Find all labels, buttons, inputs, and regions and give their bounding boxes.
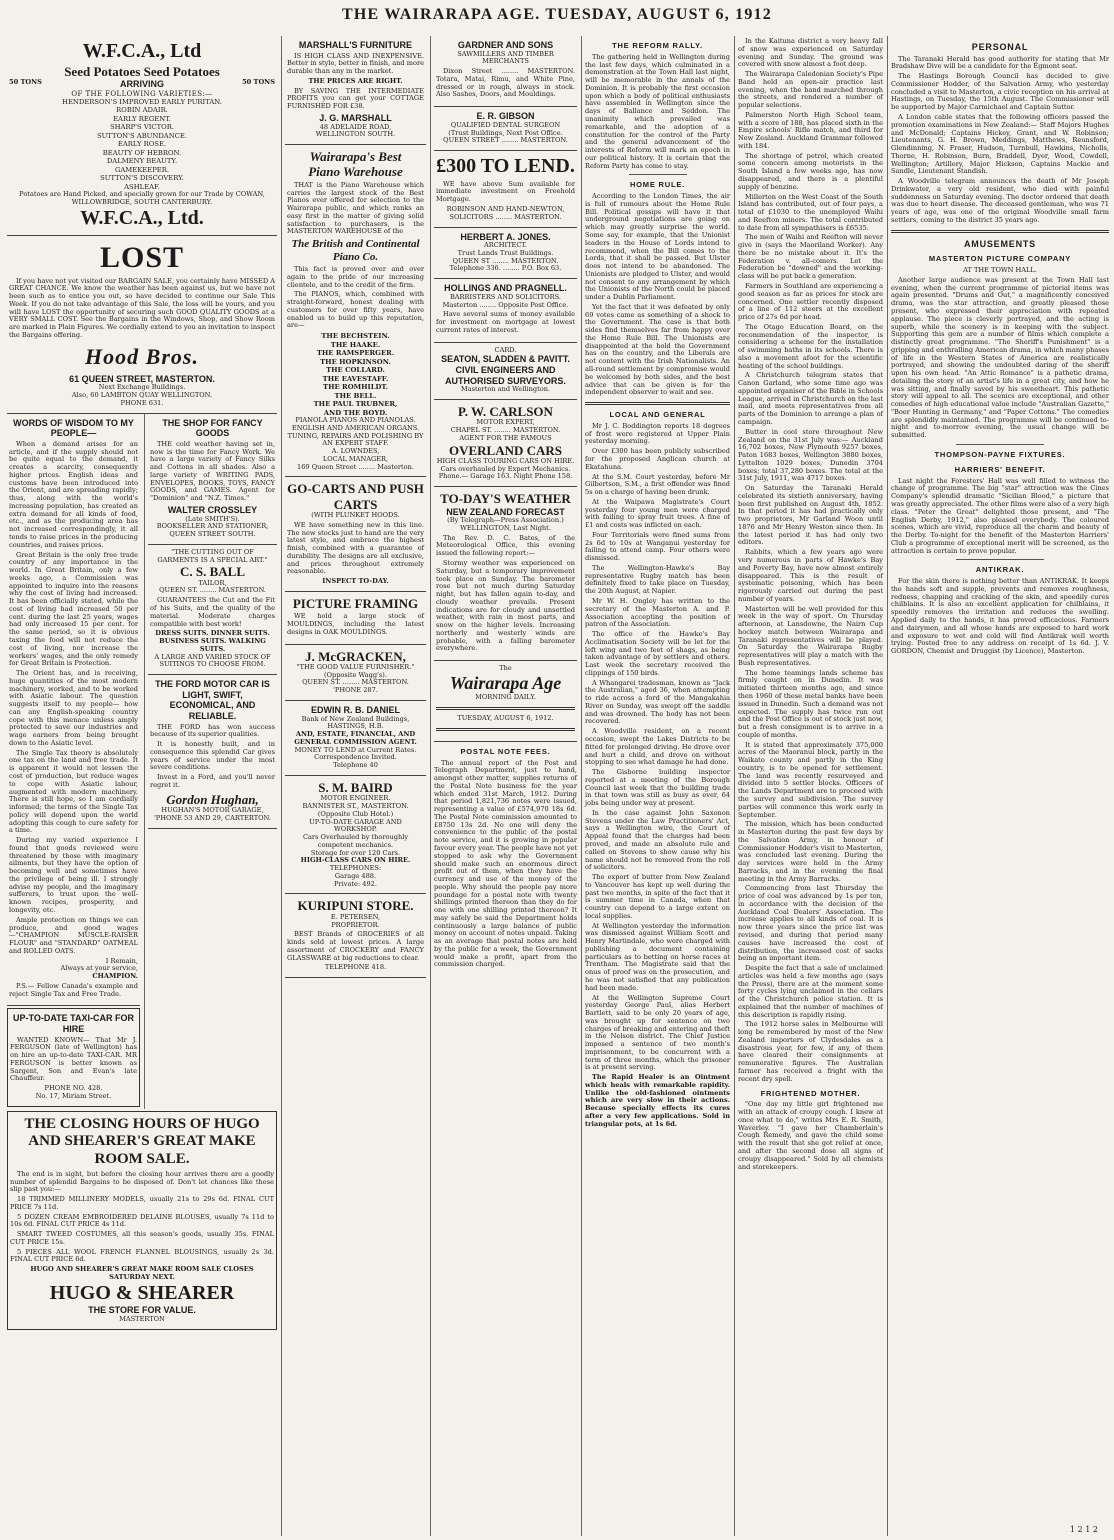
frightened-body: "One day my little girl frightened me with an attack of croupy cough. I knew at once what to do," writes Mrs E. R. Smith, Waverley. "I gave her Chamberlain's Cough Remedy, and gave the child some with the result that she got relief at once, and after the second dose all signs of croupy disappeared." Sold by all chemists and storekeepers. [738,1100,883,1171]
piano-brand: The British and Continental Piano Co. [291,238,420,264]
local-item: Palmerston North High School team, with a score of 188, has placed sixth in the Empire schools' Rifle match, and third for New Zealand. Auckland Grammar followed with 184. [738,110,883,150]
marshall-advert [285,36,426,145]
seaton-town: Masterton and Wellington. [460,385,551,394]
ford-garage: HUGHAN'S MOTOR GARAGE, [161,806,264,815]
list-item: ROBIN ADAIR. [116,106,168,115]
wfca-variety-list [9,98,275,191]
local-item: At the Waipawa Magistrate's Court yesterday four young men were charged with failing to spray fruit trees. A fine of £1 and costs was inflicted on each. [585,497,730,530]
piano-role: LOCAL MANAGER, [322,454,389,463]
hollings-sub: BARRISTERS AND SOLICITORS. [449,292,562,301]
list-item: ASHLEAF. [124,182,160,191]
list-item: AND THE BOYD. [323,408,388,417]
local-item: The 1912 horse sales in Melbourne will long be remembered by most of the New Zealand importers of Clydesdales as a disastrous year, for few, if any, of them have cleared their consignments at remunerative figures. The Australian farmer has received a fright with the recent dry spell. [738,1020,883,1083]
jones-bldg: Trust Lands Trust Buildings. [457,248,554,257]
closing-close: HUGO AND SHEARER'S GREAT MAKE ROOM SALE CLOSES SATURDAY NEXT. [30,1265,254,1282]
taxi-title: UP-TO-DATE TAXI-CAR FOR HIRE [12,1013,134,1035]
gocarts-title: GO-CARTS AND PUSH CARTS [287,481,424,512]
list-item: THE RAMSPERGER. [316,349,395,358]
piano-addr: 169 Queen Street ........ Masterton. [297,462,414,471]
rally-article [585,42,730,170]
list-item: EARLY REGENT. [113,114,171,123]
wisdom-sig1: I Remain, [105,956,138,965]
ford-title: THE FORD MOTOR CAR IS LIGHT, SWIFT, ECONOMICAL, AND RELIABLE. [155,679,270,721]
closing-title: THE CLOSING HOURS OF HUGO AND SHEARER'S GREAT MAKE ROOM SALE. [24,1115,260,1168]
column-4 [581,36,733,1536]
wfca-tons-right: 50 TONS [242,77,275,86]
divider [956,444,1043,445]
list-item: THE EAVESTAFF. [322,374,389,383]
local-item: A Whangarei tradesman, known as "Jack the Australian," aged 36, when attempting to ride across a ford of the Mangakahia River on Sunday, was swept off the saddle and was drowned. The body has not been recovered. [585,678,730,726]
kuripuni-owner: E. PETERSEN, [330,912,381,921]
hollings-addr: Masterton ........ Opposite Post Office. [442,300,569,309]
wisdom-p2: Great Britain is the only free trade country of any importance in the world. In Great Britain, only a few weeks ago, a Commission was appointed to inquire into the reasons why the cost of living had increased. It has been officially stated, while the cost of living had increased 50 per cent. during the last 25 years, wages had only increased 15 per cent. for the same period, so it is obvious taxing the food will not reduce the cost of living, nor increase the workers' wages, and the only remedy for Great Britain is Protection. [9,550,138,668]
closing-item: SMART TWEED COSTUMES, all this season's goods, usually 35s. FINAL CUT PRICE 15s. [10,1230,274,1246]
local-item: The Otago Education Board, on the recommendation of the inspector, is considering a scheme for the installation of swimming baths in its schools. There is also a movement afoot for the scientific heating of the school buildings. [738,322,883,370]
wfca-tons-row [9,79,275,90]
postal-article [434,748,577,970]
piano-player: PIANOLA PIANOS AND PIANOLAS. [295,416,416,425]
gibson-title: E. R. GIBSON [476,111,535,122]
ball-quote: "THE CUTTING OUT OF GARMENTS IS A SPECIAL ART." [157,547,268,564]
jones-title: HERBERT A. JONES. [460,231,551,242]
hollings-title: HOLLINGS AND PRAGNELL. [444,283,567,294]
column-1 [4,36,280,1536]
kuripuni-tel: TELEPHONE 418. [324,963,387,972]
hood-bros-phone: PHONE 631. [120,398,164,407]
hood-bros-logo: Hood Bros. [85,343,199,369]
gocarts-sub: (WITH PLUNKET HOODS. [311,511,400,520]
hood-bros-address: 61 QUEEN STREET, MASTERTON. [69,373,215,384]
thompson-title: THOMPSON-PAYNE FIXTURES. [934,449,1066,459]
divider [585,402,730,405]
local-item: Millerton on the West Coast of the South Island has contributed, out of four pays, a total of £1030 to the unemployed Waihi and Reefton miners. The total contributed to date from all sympathisers is £6535. [738,192,883,232]
local-item: A Woodville resident, on a recent occasion, swept the Lakes Districts to be fitted for prolonged driving. He drove over and hurt a child, and drove on without stopping to see what damage he had done. [585,727,730,767]
hugo-shearer-logo: HUGO & SHEARER [49,1281,235,1304]
wfca-tons-left: 50 TONS [9,77,42,86]
closing-advert [7,1111,277,1330]
list-item: EARLY ROSE. [117,140,167,149]
piano-tuning: TUNING, REPAIRS AND POLISHING BY AN EXPERT STAFF. [287,431,424,448]
list-item: DALMENY BEAUTY. [106,157,178,166]
personal-item: A Woodville telegram announces the death of Mr Joseph Drinkwater, a very old resident, who died with painful suddenness on Saturday evening. The doctor ordered that death was due to heart disease. The deceased gentleman, who was 71 years of age, was one of the original Woodville small farm settlers, coming to the district 35 years ago. [891,177,1109,224]
weather-dateline: WELLINGTON, Last Night. [460,523,551,532]
jones-advert [434,228,577,280]
weather-sub: NEW ZEALAND FORECAST [446,506,565,517]
nameplate-title: Wairarapa Age [449,672,562,693]
marshall-name: J. G. MARSHALL [319,112,392,123]
jones-addr: QUEEN ST ........ MASTERTON. [452,256,559,265]
list-item: THE BELL. [334,391,377,400]
daniel-tel: Telephone 40 [333,761,378,770]
column-6 [887,36,1112,1536]
ford-advert [148,675,277,828]
baird-storage: Storage for over 120 Cars. [310,848,401,857]
gocarts-body: WE have something new in this line. The new stocks just to hand are the very latest style, and embrace the highest finish, combined with a guarantee of durability. The designs are all exclusive, and prices throughout extremely reasonable. [287,520,424,576]
kuripuni-body: BEST Brands of GROCERIES of all kinds sold at lowest prices. A large assortment of CROCKERY and FANCY GLASSWARE at big reductions to clear. [287,930,424,962]
local-item: Butter in cool store throughout New Zealand on the 31st July was:— Auckland 16,702 boxes, New Plymouth 9257 boxes, Paton 1683 boxes, Wellington 3880 boxes, Lyttelton 1029 boxes, Dunedin 3704 boxes; total 37,280 boxes. The total at the 31st July, 1911, was 4717 boxes. [738,427,883,483]
local-item: It is stated that approximately 375,000 acres of the Maoranui block, partly in the Waikato county and partly in the King country, is to be opened for settlement. The land was recently resurveyed and divided into 5 settler blocks. Officers of the Lands Department are to proceed with the survey and subdivision. The survey parties will commence this work early in September. [738,740,883,819]
lend-firm: ROBINSON AND HAND-NEWTON, SOLICITORS ........ MASTERTON. [446,205,565,221]
mcgracken-phone: 'PHONE 287. [333,686,378,695]
shop-late: (Late SMITH'S). [185,514,240,523]
weather-by: (By Telegraph—Press Association.) [447,516,564,525]
daniel-agent: AND, ESTATE, FINANCIAL, AND GENERAL COMMISSION AGENT. [294,730,417,746]
framing-advert [285,592,426,645]
nameplate-rule [436,728,575,731]
marshall-town: WELLINGTON SOUTH. [315,130,396,139]
mcgracken-title: J. McGRACKEN, [305,648,406,664]
list-item: THE COLLARD. [326,366,385,375]
amusements-hall: AT THE TOWN HALL. [963,266,1037,275]
personal-item: A London cable states that the following officers passed the promotion examinations in New Zealand:— Staff Majors Hughes and McDonald; Captains Hickey, Grant, and W. Robinson; Lieutenants, G. H. Brown, Meddings, Matthews, Reunsford, Glendinning, N. Fraser, Hudson, Turnbull, Hawkins, Nicholls, Thorne, H. Robinson, Burn, Braddell, Dyer, Wood, Cowdell, Wellington; Artillery, Major Hickson, Captains Mackie and Sandle, Lieutenant Standish. [891,112,1109,176]
masthead: THE WAIRARAPA AGE. TUESDAY, AUGUST 6, 1912 [342,6,772,23]
postal-title: POSTAL NOTE FEES. [460,746,551,756]
seaton-advert [434,343,577,400]
column-3 [430,36,580,1536]
kuripuni-title: KURIPUNI STORE. [297,898,414,914]
carlson-agent: AGENT FOR THE FAMOUS [459,433,552,442]
piano-body: THAT is the Piano Warehouse which carries the largest stock of the Best Pianos ever offered for selection to the Wairarapa public, and which ranks an easy first in the matter of giving solid satisfaction to purchasers, is the MASTERTON WAREHOUSE of the [287,180,424,236]
shop-title: THE SHOP FOR FANCY GOODS [162,417,263,439]
antikrak-section [891,566,1109,656]
local-item: At the Wellington Supreme Court yesterday George Paul, alias Herbert Bartlett, said to be only 20 years of age, was brought up for sentence on two charges of breaking and entering and theft in the Nelson district. The Chief Justice imposed a sentence of two month's imprisonment, to be concurrent with a term of three months, which the prisoner is at present serving. [585,993,730,1072]
wfca-title: W.F.C.A., Ltd [82,40,202,62]
list-item: SUTTON'S ABUNDANCE. [97,131,187,140]
gocarts-advert [285,477,426,592]
kuripuni-advert [285,894,426,978]
personal-section [891,42,1109,225]
hood-bros-also: Also, 60 LAMBTON QUAY WELLINGTON. [71,391,213,400]
local-title: LOCAL AND GENERAL [609,410,706,420]
thompson-section [891,451,1109,555]
local-item: A Christchurch telegram states that Canon Garland, who some time ago was appointed organiser of the Bible in Schools League, arrived in Christchurch on the last mail, and meets representatives from all parts of the Dominion to arrange a plan of campaign. [738,371,883,426]
ford-phone: 'PHONE 53 AND 29, CARTERTON. [153,813,271,822]
gibson-sub: QUALIFIED DENTAL SURGEON [450,120,561,129]
wisdom-p6: Ample protection on things we can produce, and good wages—"CHAMPION MUSCLE-RAISER FLOUR" and "STANDARD" OATMEAL and ROLLED OATS. [9,915,138,955]
postal-body: The annual report of the Post and Telegraph Department, just to hand, amongst other matter, supplies returns of the Postal Note business for the year which ended 31st March, 1912. During that period 1,821,736 notes were issued, representing a value of £574,970 18s 6d. The Postal Note commission amounted to £8750 13s 2d. No one will deny the convenience to the public of the postal note service, and it is growing in popular favour every year. The people have not yet stopped to ask why the Government should make such an enormous direct profit out of them, when they have the currency and use of the money of the people. Why should the people pay more poundage for a postal note with twenty shillings printed thereon than they do for one with one shilling printed thereon? It may safely be said the Department holds continuously a large balance of public money on account of notes unpaid. Taking as an average that postal notes are held by the public for a week, the Government would make a profit, apart from the commission charged. [434,758,577,969]
local-item: The home teamings lands scheme has firmly caught on in Dunedin. It was initiated thirteen months ago, and since then 1960 of these metal banks have been issued in Dunedin. Such a demand was not expected. The supply has twice run out and the Post Office is out of stock just now, but a fresh consignment is to arrive in a couple of months. [738,668,883,739]
wisdom-advert [7,414,140,1007]
closing-item: 18 TRIMMED MILLINERY MODELS, usually 21s to 29s 6d. FINAL CUT PRICE 7s 11d. [10,1195,274,1211]
lost-body: If you have not yet visited our BARGAIN SALE, you certainly have MISSED A GREAT CHANCE. We know the weather has been against us, but we have not been such as to entice you out, so have decided to continue our Sale This Week. If you do not take advantage of this Sale, the loss will be yours, and you will have LOST the opportunity of securing such GOOD QUALITY GOODS at a VERY SMALL COST. See the Bargains in the Windows, Shop, and Show Room are marked in Plain Figures. We cordially extend to you an invitation to inspect the Bargains offering. [9,276,275,339]
wisdom-ps: P.S.— Fellow Canada's example and reject Single Tax and Free Trade. [9,981,138,998]
nameplate-the: The [499,664,512,673]
local-item: The Wellington-Hawke's Bay representative Rugby match has been definitely fixed to take place on Tuesday, the 20th August, at Napier. [585,563,730,596]
baird-private: Private: 492. [334,879,377,888]
local-item: The mission, which has been conducted in Masterton during the past few days by the Salvation Army, in honour of Commissioner Hodder's visit to Masterton, was concluded last evening. During the day services were held in the Army Barracks, and in the evening the final meeting in the Army Barracks. [738,820,883,883]
mcgracken-addr: QUEEN ST. ........ MASTERTON. [302,678,409,687]
column-5 [734,36,886,1536]
jones-tel: Telephone 336. ........ P.O. Box 63. [449,264,562,273]
local-item: Commencing from last Thursday the price of coal was advanced by 1s per ton, in accordance with the decision of the Auckland Coal Dealers' Association. The increase applies to all kinds of coal. It is now three years since the price list was revised, and during that period many causes have increased the cost of distribution, the increased cost of sacks being an important item. [738,884,883,963]
piano-mgr: A. LOWNDES, [331,447,380,456]
carlson-hire: HIGH CLASS TOURING CARS ON HIRE. [436,456,575,465]
ball-name: C. S. BALL [179,564,245,580]
baird-sub: MOTOR ENGINEER. [320,794,391,803]
baird-cars: Cars Overhauled by thoroughly competent mechanics. [302,833,409,849]
baird-opp: (Opposite Club Hotel.) [317,809,394,818]
wfca-footer: W.F.C.A., Ltd. [80,206,204,229]
carlson-title: P. W. CARLSON [458,404,553,419]
marshall-addr: 48 ADELAIDE ROAD, [319,122,392,131]
frightened-title: FRIGHTENED MOTHER. [760,1088,861,1098]
homerule-article [585,181,730,397]
wisdom-p3: The Orient has, and is receiving, huge quantities of the most modern machinery, worked, and to be worked with Asiatic labour. The question suggests itself to my people— how can any English-speaking country cope with this menace unless amply protected to save our industries and wage earners from being brought down to the Asiatic level. [9,669,138,747]
closing-item: 5 PIECES ALL WOOL FRENCH FLANNEL BLOUSINGS, usually 2s 3d. FINAL CUT PRICE 6d. [10,1247,274,1264]
ford-p1: THE FORD has won success because of its superior qualities. [149,722,275,739]
wisdom-sig2: Always at your service, [60,964,138,973]
wisdom-p1: When a demand arises for an article, and if the supply should not be quite equal to the demand, it creates a scarcity, consequently higher prices. English ideas and customs have been introduced into the Orient, and are spreading rapidly; thus, along with the world's increasing population, has created an extra demand for all kinds of food, etc., and as the producing area has not increased correspondingly, it all tends to raise prices in the producing countries, and raises prices. [9,439,138,549]
local-item: The office of the Hawke's Bay Acclimatisation Society will be let for the left wing and two feet of shags, as being taken advantage of by settlers and others. Last week the secretary received the clippings of 150 birds. [585,630,730,677]
baird-garage: UP-TO-DATE GARAGE AND WORKSHOP. [309,817,402,834]
list-item: THE ROMHILDT. [323,383,388,392]
amusements-body: Another large audience was present at the Town Hall last evening, when the current programme of pictorial items was again presented. "Drums and Out," a magnificently conceived drama, was the star attraction, and greatly pleased those present, who expressed their appreciation with repeated applause. The piece is cleverly portrayed, and the acting is superb, while the scenery is in keeping with the subject. Supporting this gem are a number of films which complete a distinctly great programme. "The Sheriff's Punishment" is a gripping and enthralling American drama, in which many phases of life in the Western States of America are realistically portrayed, and showing the undoubted daring of the sheriff upon his own head. "An Attic Romance" is a pathetic drama, detailing the story of an artist's life in a great city, and how he was sitting, and finally saved by his sweetheart. This pathetic story will appeal to all. The scenics are exceptional, and other comedies of high educational value include "Australian Gazette," "Boer Hunting in Germany," and "Paper Cottons." The comedies are splendidly maintained. The programme will be continued to-night and to-morrow evening, the usual change will be submitted. [891,275,1109,440]
personal-item: The Hastings Borough Council has decided to give Commissioner Hodder, of the Salvation Army, who yesterday concluded a visit to Masterton, a civic reception on his arrival at Hastings, on Tuesday, the 15th August. The Commissioner will be supported by Major Carmichael and Captain Suttor. [891,72,1109,112]
divider [956,559,1043,560]
gocarts-inspect: INSPECT TO-DAY. [322,577,389,586]
wisdom-p5: During my varied experience I found that goods reviewed were threatened by those with imaginary ailments, but they have the option of becoming well and sometimes have the privilege of being ill. I strongly advise my people, and the imaginary sufferers, to trust upon the well-known recipes, prosperity, and longevity, etc. [9,836,138,914]
gibson-advert [434,107,577,151]
thompson-body: Last night the Foresters' Hall was well filled to witness the change of programme. The big "star" attraction was the Cines Company's splendid dramatic "Sicilian Blood," a picture that was greatly appreciated. The other films were also of a very high class. "Peter the Great" delighted those present, and "The English Derby, 1912," also pleased everybody. The coloured scenes, which are vivid, reproduce all the charm and beauty of the Derby. To-night for the benefit of the Masterton Harriers' Club a programme of exceptional merit will be screened, as the attraction is certain to prove popular. [891,476,1110,555]
taxi-advert [7,1008,140,1106]
mcgracken-advert [285,645,426,701]
nameplate [434,661,577,742]
lost-title: LOST [99,241,185,275]
mcgracken-opp: (Opposite Wagg's). [324,670,387,679]
list-item: THE PAUL TRUBNER, [313,400,398,409]
gardner-body: Dixon Street ........ MASTERTON. Totara, Matai, Rimu, and White Pine, dressed or in rough, always in stock. Also Sashes, Doors, and Mouldings. [436,67,575,99]
ford-signature: Gordon Hughan, [166,791,259,807]
carlson-advert [434,400,577,487]
wfca-arriving: ARRIVING [119,78,164,89]
piano-advert [285,145,426,477]
local-item: In the Kaituna district a very heavy fall of snow was experienced on Saturday evening and Sunday. The ground was covered with snow almost a foot deep. [738,37,883,69]
ball-dress: DRESS SUITS. DINNER SUITS. BUSINESS SUITS. WALKING SUITS. [155,629,270,653]
list-item: BEAUTY OF HEBRON. [102,148,182,157]
marshall-title: MARSHALL'S FURNITURE [298,40,413,50]
lend-body: WE have above Sum available for immediate investment on Freehold Mortgage. [436,179,575,204]
carlson-sub: MOTOR EXPERT, [476,418,535,427]
ford-p3: Invest in a Ford, and you'll never regret it. [149,773,275,789]
homerule-p2: Yet the fact that it was defeated by only 69 votes came as something of a shock to the Government. The case is that both sides find themselves far from happy over the Home Rule Bill. The Unionists are disappointed at the hold the Government has on the country, and the Liberals are not content with the Irish Nationalists. An all-round settlement by compromise would be welcomed by both sides, and the best advice that can be given is for the independent observer to wait and see. [585,302,730,397]
taxi-addr: No. 17, Miriam Street. [35,1092,112,1100]
amusements-title: AMUSEMENTS [963,238,1036,249]
local-general [585,411,730,1128]
local-item: The Gisborne building inspector reported at a meeting of the Borough Council last week that the building trade in that town was still as busy as ever, 64 jobs being under way at present. [585,768,730,808]
local-item: The export of butter from New Zealand to Vancouver has kept up well during the past two months, in spite of the fact that it is summer time in Canada, when that country can depend to a large extent on local supplies. [585,873,730,920]
col1-left [7,414,140,1109]
rally-title: THE REFORM RALLY. [612,41,703,50]
lend-title: £300 TO LEND. [436,155,575,178]
carlson-phone: Phone.— Garage 163. Night Phone 158. [438,472,573,481]
personal-item: The Taranaki Herald has good authority for stating that Mr Bradshaw Dive will be a candidate for the Egmont seat. [891,54,1109,71]
marshall-prices: THE PRICES ARE RIGHT. [308,76,403,85]
weather-title: TO-DAY'S WEATHER [440,491,571,507]
baird-title: S. M. BAIRD [318,779,393,795]
baird-addr: BANNISTER ST., MASTERTON. [302,802,409,811]
list-item: HENDERSON'S IMPROVED EARLY PURITAN. [62,97,222,106]
wisdom-p4: The Single Tax theory is absolutely one tax on the land and free trade. It is apparent it would not lessen the cost of production, but reduce wages to cope with Asiatic labour, augmented with modern machinery. There is still hope, so I am cordially informed; the terms of the Single Tax policy will depend upon the world adopting this cough to cure safety for a time. [9,748,138,835]
ball-addr: QUEEN ST. ........ MASTERTON. [159,586,266,595]
piano-title-2: Piano Warehouse [308,164,403,180]
amusements-company: MASTERTON PICTURE COMPANY [928,254,1072,264]
wfca-note: Potatoes are Hand Picked, and specially grown for our Trade by COWAN, WILLOWBRIDGE, SOUTH CANTERBURY. [19,190,265,206]
taxi-body: WANTED KNOWN— That Mr J. FERGUSON (late of Wellington) has on hire an up-to-date TAXI-CAR. MR FERGUSON is better known as Sargent, Son and Evan's late Chauffeur. [10,1035,137,1083]
shop-name: WALTER CROSSLEY [167,504,258,515]
list-item: THE HOPKINSON. [320,357,391,366]
hood-bros-next: Next Exchange Buildings. [98,383,186,392]
hollings-body: Have several sums of money available for investment on mortgage at lowest current rates of interest. [436,310,575,334]
closing-item: 5 DOZEN CREAM EMBROIDERED DELAINE BLOUSES, usually 7s 11d to 10s 6d. FINAL CUT PRICE 4s 11d. [10,1212,274,1229]
antikrak-title: ANTIKRAK. [975,565,1025,575]
gardner-title: GARDNER AND SONS [457,40,554,50]
wisdom-title: WORDS OF WISDOM TO MY PEOPLE— [13,417,134,439]
jones-sub: ARCHITECT. [484,241,527,250]
shop-trade: BOOKSELLER AND STATIONER, QUEEN STREET SOUTH. [156,522,269,539]
baird-garage-no: Garage 488. [334,871,377,880]
local-item: Four Territorials were fined sums from 2s 6d to 10s at Wanganui yesterday for failing to attend camp. Four others were dismissed. [585,530,730,563]
baird-hire: HIGH-CLASS CARS ON HIRE. [300,856,411,865]
framing-title: PICTURE FRAMING [292,595,419,611]
piano-p2: This fact is proved over and over again to the pride of our increasing clientele, and to the credit of the firm. [287,265,424,289]
closing-body: The end is in sight, but before the closing hour arrives there are a goodly number of splendid Bargains to be disposed of. Don't let chances like these slip past you:— [10,1169,274,1194]
carlson-addr: CHAPEL ST. ........ MASTERTON. [450,426,561,435]
column-2 [281,36,429,1536]
carlson-cars: Cars overhauled by Expert Mechanics. [440,464,571,473]
antikrak-body: For the skin there is nothing better than ANTIKRAK. It keeps the hands soft and supple, prevents and removes roughness, redness, chapping and cracking of the skin, and speedily cures chilblains. It is also an excellent application for chilblains, it speedily removes the irritation and reduces the swelling. Applied daily to the hands, it has proved efficacious. Farmers and dairymen, and all whose hands are exposed to hard work and exposure to wet and cold will find Antikrak well worth trying. Posted free to any address on receipt of 1s 6d. J. V. GORDON, Chemist and Druggist (by Licence), Masterton. [891,577,1109,656]
local-item: The shortage of petrol, which created some concern among motorists in the South Island a few weeks ago, has now disappeared, and there is a plentiful supply of benzine. [738,151,883,191]
thompson-sub: HARRIERS' BENEFIT. [954,464,1046,474]
seaton-card: CARD. [494,345,517,354]
local-item: At the S.M. Court yesterday, before Mr Gilbertson, S.M., a first offender was fined 5s on a charge of having been drunk. [585,472,730,497]
gardner-sub: SAWMILLERS AND TIMBER MERCHANTS [457,49,554,66]
col1-split [7,414,277,1109]
divider [629,174,687,175]
amusements-section [891,239,1109,440]
local-item: Rabbits, which a few years ago were very numerous in parts of Hawke's Bay and Poverty Bay, have now almost entirely disappeared. This is the result of systematic poisoning, which has been rigorously carried out during the past number of years. [738,548,883,603]
mcgracken-quote: "THE GOOD VALUE FURNISHER." [296,662,415,671]
ball-body: GUARANTEES the Cut and the Fit of his Suits, and the quality of the material. Moderate charges compatible with best work! [149,596,275,628]
local-item: The men of Waihi and Reefton will never give in (says the Maoriland Worker). Any there be no mistake about it. It's the Federation v. all-comers. Let the Federation be "downed" and the working-class will be put back a generation. [738,233,883,281]
marshall-saving: BY SAVING THE INTERMEDIATE PROFITS you can get your COTTAGE FURNISHED FOR £38. [287,86,424,111]
piano-title-1: Wairarapa's Best [309,149,402,165]
hugo-shearer-tagline: THE STORE FOR VALUE. [88,1305,196,1316]
lost-advert [7,236,277,413]
local-item: Over £300 has been publicly subscribed for the proposed Anglican church at Ekatahuna. [585,447,730,471]
col1-right [144,414,277,1109]
list-item: THE BECHSTEIN. [321,332,390,341]
seaton-title: SEATON, SLADDEN & PAVITT. CIVIL ENGINEERS AND AUTHORISED SURVEYORS. [441,354,570,386]
overland-brand: OVERLAND CARS [448,442,563,458]
nameplate-rule [436,707,575,710]
piano-p3: The PIANOS, which, combined with straight-forward, honest dealing with customers for over fifty years, have enabled us to build up this reputation, are— [287,290,424,330]
local-item: Mr W. H. Ongley has written to the secretary of the Masterton A. and P. Association accepting the position of patron of the Association. [585,597,730,629]
framing-body: WE hold a large stock of MOULDINGS, including the latest designs in OAK MOULDINGS. [287,612,424,636]
weather-section [434,487,577,661]
list-item: GAMEKEEPER. [114,165,170,174]
ball-tailor: TAILOR, [198,578,227,587]
daniel-corr: Correspondence Invited. [314,753,397,762]
list-item: SHARP'S VICTOR. [109,123,175,132]
homerule-p1: According to the London Times, the air is full of rumours about the Home Rule Bill. Political gossips will have it that underground negotiations are going on which may greatly surprise the world. Some say, for example, that the Unionist leaders in the House of Lords intend to recommend, when the Bill comes to the Lords, that it shall be passed. But Ulster does not intend to be abandoned. The Unionists are pledged to Ulster, and would not consent to any arrangement by which the Unionists of the North could be placed under a Dublin Parliament. [585,192,730,302]
nameplate-date: TUESDAY, AUGUST 6, 1912. [457,713,554,722]
list-item: SUTTON'S DISCOVERY. [100,174,184,183]
wfca-varieties: OF THE FOLLOWING VARIETIES:— [71,89,213,98]
wisdom-sig3: CHAMPION. [92,972,138,981]
gardner-advert [434,36,577,107]
daniel-advert [285,701,426,776]
taxi-phone: PHONE NO. 428. [44,1084,103,1093]
local-item: At Wellington yesterday the information was dismissed against William Scott and Henry Martindale, who were charged with publishing a document containing particulars as to betting on horse races at Trentham. The Magistrate said that the onus of proof was on the prosecution, and he was not satisfied that any publication had been made. [585,921,730,992]
rapid-healer-ad: The Rapid Healer is an Ointment which heals with remarkable rapidity. Unlike the old-fashioned ointments which are very slow in their actions. Because specially effects its cures after a very few applications. Sold in triangular pots, at 1s 6d. [585,1073,730,1128]
homerule-title: HOME RULE. [629,180,686,190]
ball-advert [148,545,277,675]
daniel-bank: Bank of New Zealand Buildings, HASTINGS, H.B. [301,714,410,731]
kuripuni-role: PROPRIETOR. [331,920,380,929]
marshall-body: IS HIGH CLASS AND INEXPENSIVE. Better in style, better in finish, and more durable than any in the market. [287,51,424,76]
shop-body: THE cold weather having set in, now is the time for Fancy Work. We have a large variety of Fancy Silks and Cottons in all shades. Also a large variety of WRITING PADS, ENVELOPES, BOOKS, TOYS, FANCY GOODS, and GAMES. Agent for "Dominion" and "N.Z. Times." [149,439,275,503]
local-item: In the case against John Saxonon Stevens under the Law Practitioners' Act, says a Wellington wire, the Court of Appeal found that the charges had been proved, and made an absolute rule and called on Stevens to show cause why his name should not be removed from the roll of solicitors. [585,808,730,872]
daniel-money: MONEY TO LEND at Current Rates. [294,745,417,754]
hugo-shearer-town: MASTERTON [119,1314,165,1323]
wfca-seed-heading: Seed Potatoes Seed Potatoes [64,63,220,79]
weather-body: The Rev. D. C. Bates, of the Meteorological Office, this evening issued the following report:— [436,533,575,558]
local-item: Farmers in Southland are experiencing a good season as far as prices for stock are concerned. One settler recently disposed of a line of 112 steers at the excellent price of 27s 6d per head. [738,281,883,322]
gibson-body: (Trust Buildings, Next Post Office. QUEEN STREET ........ MASTERTON. [443,128,568,145]
baird-advert [285,776,426,895]
page-number: 1 2 1 2 [1070,1524,1098,1534]
lend-advert [434,151,577,227]
local-item: Masterton will be well provided for this week in the way of sport. On Thursday afternoon, at Lansdowne, the Nairn Cup hockey match between Wairarapa and Taranaki representatives will be played. On Saturday the Wairarapa Rugby representatives will play a match with the Bush representatives. [738,604,883,667]
nameplate-sub: MORNING DAILY. [475,693,536,702]
daniel-title: EDWIN R. B. DANIEL [311,704,400,715]
local-item: The Wairarapa Caledonian Society's Pipe Band held an open-air practice last evening, when the band marched through the streets, and rendered a number of popular selections. [738,70,883,110]
personal-title: PERSONAL [971,42,1029,52]
list-item: THE HAAKE. [330,340,381,349]
ball-large: A LARGE AND VARIED STOCK OF SUITINGS TO CHOOSE FROM. [154,652,271,669]
rally-p1: The gathering held in Wellington during the last few days, which culminated in a demonstration at the Town Hall last night, will be memorable in the annals of the Dominion. It is probably the first occasion upon which a body of political enthusiasts have assembled in Wellington since the days of Ballance and Seddon. The unanimity which prevailed was remarkable, and the adoption of a constitution for the control of the Party and the general advancement of the interests of Reform will mark an epoch in our political history. It is certain that the Reform Party has come to stay. [585,52,730,170]
piano-organs: ENGLISH AND AMERICAN ORGANS. [291,423,420,432]
hollings-advert [434,279,577,342]
local-item: On Saturday the Taranaki Herald celebrated its sixtieth anniversary, having been first published on August 4th, 1852. In that period it has had practically only two proprietors, Mr Garland Woon until 1876 and Mr Henry Weston since then. In the latest period it has had only two editors. [738,484,883,547]
divider [891,230,1109,233]
local-item: Mr J. C. Boddington reports 18 degrees of frost were registered at Upper Plain yesterday morning. [585,421,730,446]
piano-makes [287,332,424,417]
wfca-advert [7,36,277,236]
baird-tel: TELEPHONES: [329,864,382,873]
local-item: Despite the fact that a sale of unclaimed articles was held a few months ago (says the Press), there are at the moment some forty cycles lying unclaimed in the cellars of the Christchurch police station. It is explained that the number of machines of this description is rapidly rising. [738,964,883,1019]
ford-p2: It is honestly built, and in consequence this splendid Car gives years of service under the most severe conditions. [149,740,275,772]
weather-p2: Stormy weather was experienced on Saturday, but a temporary improvement took place on Sunday. The barometer rose but not much during Saturday night, but has fallen again to-day, and cloudy weather prevails. Present indications are for cloudy and unsettled weather, with rain in most parts, and snow on the higher levels. Increasing northerly and westerly winds are probable, with a falling barometer everywhere. [436,559,575,653]
shop-advert [148,414,277,545]
